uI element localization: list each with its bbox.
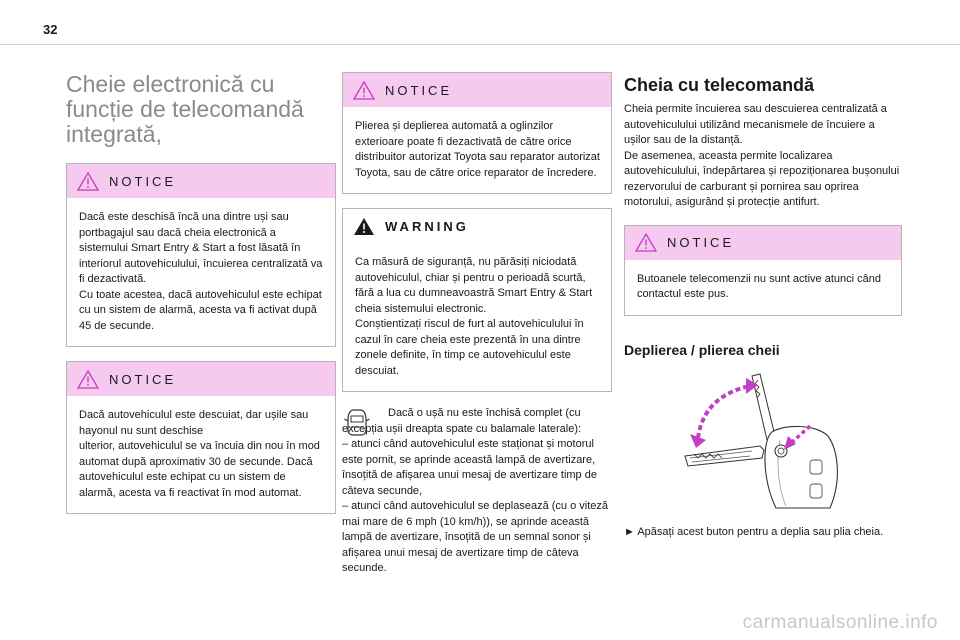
caution-triangle-icon bbox=[635, 233, 657, 252]
caution-triangle-icon bbox=[77, 370, 99, 389]
watermark: carmanualsonline.info bbox=[742, 612, 938, 633]
door-open-info bbox=[342, 406, 612, 577]
notice-text: Butoanele telecomenzii nu sunt active atunci când contactul este pus. bbox=[637, 272, 881, 300]
notice-text: Dacă este deschisă încă una dintre uși sau portbagajul sau dacă cheia electronică a sistemului Smart Entry & Start a fost lăsată în interiorul autovehiculului, încuierea centralizată va fi dezactivată. Cu toate acestea, dacă autovehiculul este echipat cu un sistem de alarmă, acesta va fi activat după 45 de secunde. bbox=[79, 211, 323, 332]
notice-box bbox=[66, 163, 336, 347]
warning-header bbox=[343, 209, 611, 243]
column-1 bbox=[66, 60, 336, 514]
notice-box bbox=[342, 72, 612, 194]
page-number: 32 bbox=[43, 22, 58, 37]
notice-text: Plierea și deplierea automată a oglinzilor exterioare poate fi dezactivată de către orice distribuitor autorizat Toyota sau reparator autorizat Toyota, sau de către orice reparator de încredere. bbox=[355, 120, 600, 179]
notice-header bbox=[625, 226, 901, 260]
warning-triangle-icon bbox=[353, 217, 375, 236]
notice-header bbox=[343, 73, 611, 107]
column-2 bbox=[342, 72, 612, 577]
notice-label: NOTICE bbox=[109, 371, 177, 387]
notice-label: NOTICE bbox=[109, 173, 177, 189]
door-open-text: Dacă o ușă nu este închisă complet (cu excepția ușii dreapta spate cu balamale laterale): – atunci când autovehiculul este staționat și motorul este pornit, se aprinde această lampă de avertizare, însoțită de afișarea unui mesaj de avertizare timp de câteva secunde, – atunci când autovehiculul se deplasează (cu o viteză mai mare de 6 mph (10 km/h)), se aprinde această lampă de avertizare, însoțită de un semnal sonor și afișarea unui mesaj de avertizare timp de câteva secunde. bbox=[342, 407, 609, 574]
section-title: Cheie electronică cu funcție de telecomandă integrată, bbox=[66, 71, 304, 147]
notice-text: Dacă autovehiculul este descuiat, dar ușile sau hayonul nu sunt deschise ulterior, autovehiculul se va încuia din nou în mod automat după aproximativ 30 de secunde. Dacă autovehiculul este echipat cu un sistem de alarmă, acesta va fi reactivat în mod automat. bbox=[79, 409, 320, 499]
caution-triangle-icon bbox=[353, 81, 375, 100]
key-fold-illustration bbox=[680, 370, 850, 510]
warning-text: Ca măsură de siguranță, nu părăsiți niciodată autovehiculul, chiar și pentru o perioadă scurtă, fără a lua cu dumneavoastră Smart Entry & Start cheia sistemului electronic. Conștientizați riscul de furt al autovehiculului în cazul în care cheia este prezentă în una dintre zonele definite, în timp ce autovehiculul este descuiat. bbox=[355, 256, 593, 377]
top-divider bbox=[0, 44, 960, 45]
notice-label: NOTICE bbox=[667, 235, 735, 250]
fold-key-subtitle: Deplierea / plierea cheii bbox=[624, 341, 780, 358]
caution-triangle-icon bbox=[77, 172, 99, 191]
column-3 bbox=[624, 60, 902, 540]
notice-box bbox=[66, 361, 336, 514]
fold-key-instruction: ► Apăsați acest buton pentru a deplia sau plia cheia. bbox=[624, 525, 884, 538]
warning-label: WARNING bbox=[385, 218, 469, 234]
remote-key-title: Cheia cu telecomandă bbox=[624, 75, 815, 95]
door-open-warning-icon bbox=[344, 408, 370, 438]
notice-header bbox=[67, 164, 335, 198]
notice-box bbox=[624, 225, 902, 316]
warning-box bbox=[342, 208, 612, 392]
notice-label: NOTICE bbox=[385, 82, 453, 98]
remote-key-intro: Cheia permite încuierea sau descuierea centralizată a autovehiculului utilizând mecanismele de încuiere a ușilor sau de la distanță. De asemenea, aceasta permite localizarea autovehiculului, îndepărtarea și repoziționarea bușonului rezervorului de carburant și pornirea sau oprirea motorului, asigurând și protecție antifurt. bbox=[624, 103, 900, 208]
notice-header bbox=[67, 362, 335, 396]
